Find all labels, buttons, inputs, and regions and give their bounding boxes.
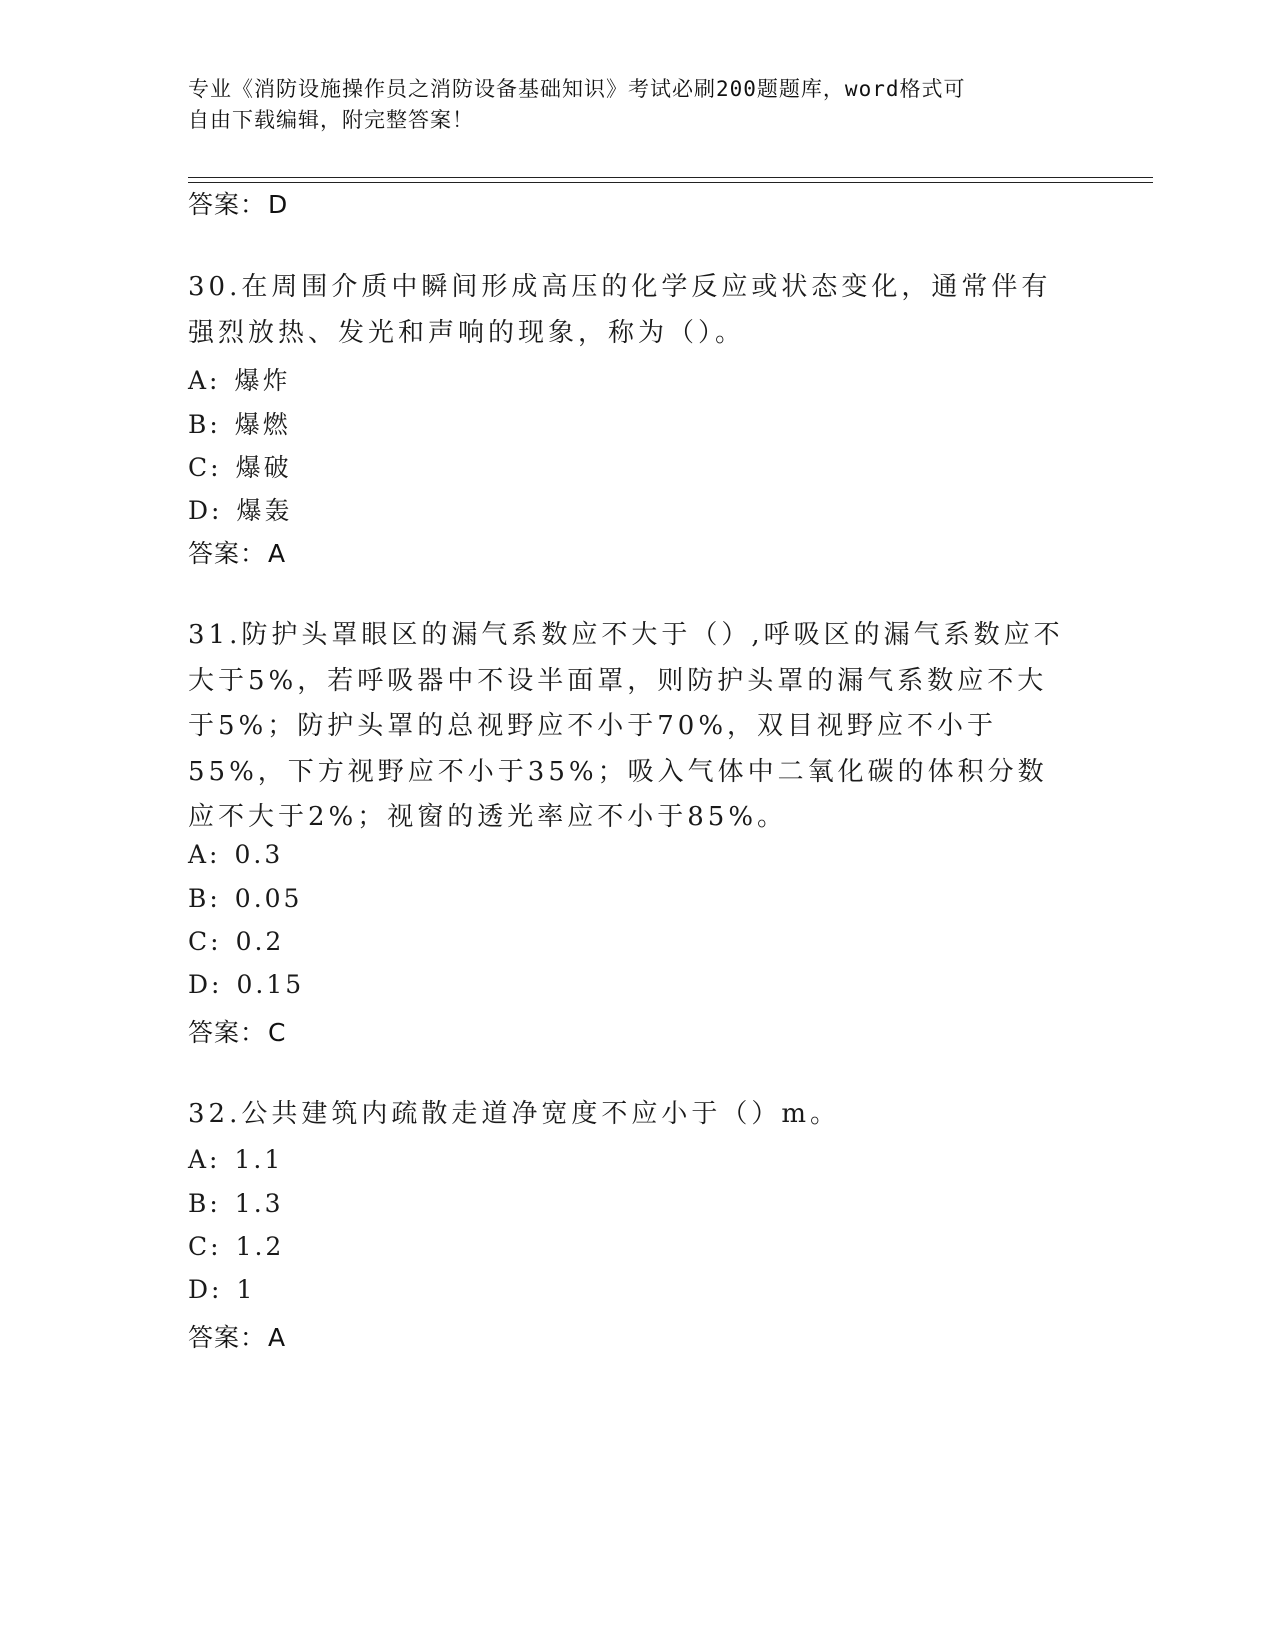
option-value: 爆破 <box>235 453 292 482</box>
option-key: D: <box>188 1275 223 1304</box>
answer-value: A <box>268 539 287 568</box>
option-key: A: <box>188 840 221 869</box>
option-value: 1.2 <box>235 1232 285 1261</box>
answer-label: 答案： <box>188 1323 267 1352</box>
option-key: C: <box>188 453 222 482</box>
question-30-text: 30.在周围介质中瞬间形成高压的化学反应或状态变化，通常伴有强烈放热、发光和声响的现象，称为（）。 <box>188 272 1052 348</box>
header-divider-bottom <box>188 182 1153 183</box>
header-divider-top <box>188 177 1153 178</box>
option-key: D: <box>188 496 223 525</box>
question-31-answer <box>188 1013 286 1049</box>
question-32-option-a <box>188 1145 283 1174</box>
question-31-option-c <box>188 927 284 956</box>
option-value: 0.05 <box>234 884 303 913</box>
question-30-answer <box>188 534 286 570</box>
question-31-text: 31.防护头罩眼区的漏气系数应不大于（）,呼吸区的漏气系数应不大于5%，若呼吸器中不设半面罩，则防护头罩的漏气系数应不大于5%；防护头罩的总视野应不小于70%，双目视野应不小于55%，下方视野应不小于35%；吸入气体中二氧化碳的体积分数应不大于2%；视窗的透光率应不小于85%。 <box>188 620 1064 832</box>
answer-value: A <box>268 1323 287 1352</box>
question-30-option-b <box>188 405 291 441</box>
answer-label: 答案： <box>188 190 267 219</box>
previous-answer <box>188 185 288 221</box>
option-key: A: <box>188 1145 221 1174</box>
option-value: 0.15 <box>236 970 305 999</box>
header-title-line-1: 专业《消防设施操作员之消防设备基础知识》考试必刷200题题库，word格式可 <box>188 77 966 101</box>
question-32-answer <box>188 1318 286 1354</box>
document-header <box>188 74 1068 136</box>
option-value: 0.3 <box>234 840 284 869</box>
option-key: C: <box>188 927 222 956</box>
answer-value: C <box>268 1018 287 1047</box>
question-31-option-b <box>188 884 302 913</box>
option-key: B: <box>188 884 221 913</box>
option-value: 1 <box>236 1275 256 1304</box>
option-key: A: <box>188 366 221 395</box>
option-value: 爆轰 <box>236 496 293 525</box>
question-32-option-d <box>188 1275 255 1304</box>
answer-label: 答案： <box>188 539 267 568</box>
question-31-option-a <box>188 840 283 869</box>
question-30-option-c <box>188 448 292 484</box>
option-key: C: <box>188 1232 222 1261</box>
answer-label: 答案： <box>188 1018 267 1047</box>
question-32-option-c <box>188 1232 284 1261</box>
option-value: 爆炸 <box>234 366 291 395</box>
option-value: 0.2 <box>235 927 285 956</box>
question-30-option-d <box>188 491 292 527</box>
question-30-option-a <box>188 361 291 397</box>
option-value: 1.3 <box>234 1189 284 1218</box>
header-title-line-2: 自由下载编辑，附完整答案！ <box>188 108 474 132</box>
question-32-option-b <box>188 1189 284 1218</box>
option-value: 爆燃 <box>234 410 291 439</box>
question-31-option-d <box>188 970 304 999</box>
answer-value: D <box>268 190 289 219</box>
question-32-text: 32.公共建筑内疏散走道净宽度不应小于（）m。 <box>188 1099 841 1129</box>
option-key: B: <box>188 1189 221 1218</box>
option-value: 1.1 <box>234 1145 284 1174</box>
option-key: D: <box>188 970 223 999</box>
option-key: B: <box>188 410 221 439</box>
